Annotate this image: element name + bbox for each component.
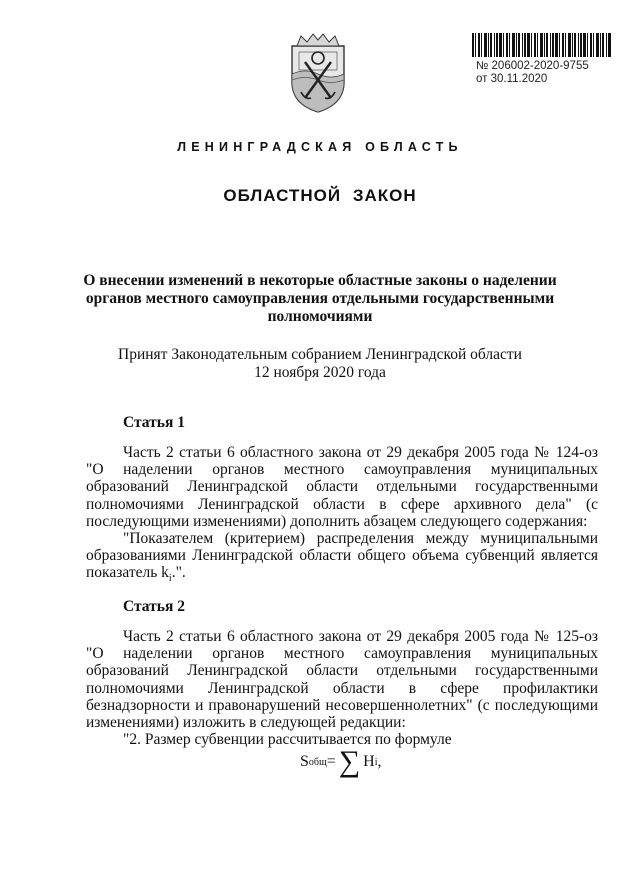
adoption-note	[80, 346, 560, 382]
formula-equals: =	[326, 753, 336, 770]
subvention-formula	[300, 745, 382, 778]
registration-info	[476, 60, 636, 86]
formula-lhs-subscript: общ	[308, 756, 327, 768]
article-1-paragraph-1: Часть 2 статьи 6 областного закона от 29 декабря 2005 года № 124-оз "О наделении органов местного самоуправления муниципальных образований Ленинградской области отдельными государственными полномочиями Ленинградской области в сфере архивного дела" (с последующими изменениями) дополнить абзацем следующего содержания:	[86, 444, 598, 530]
registration-number: № 206002-2020-9755	[476, 60, 589, 72]
formula-rhs-subscript: i	[374, 756, 378, 768]
adoption-body: Принят Законодательным собранием Ленинградской области	[118, 346, 522, 363]
article-2-body	[86, 628, 598, 748]
article-2-paragraph-1: Часть 2 статьи 6 областного закона от 29 декабря 2005 года № 125-оз "О наделении органов местного самоуправления муниципальных образований Ленинградской области отдельными государственными полномочиями Ленинградской области в сфере профилактики безнадзорности и правонарушений несовершеннолетних" (с последующими изменениями) изложить в следующей редакции:	[86, 628, 598, 732]
sigma-symbol: ∑	[338, 745, 361, 778]
index-subscript: i	[168, 573, 172, 585]
formula-tail: ,	[377, 753, 382, 770]
article-1-body	[86, 444, 598, 588]
adoption-date: 12 ноября 2020 года	[254, 364, 386, 381]
article-1-paragraph-2	[86, 530, 598, 588]
article-1-quote: "Показателем (критерием) распределения между муниципальными образованиями Ленинградской области общего объема субвенций является показатель k	[86, 530, 598, 582]
article-1-heading: Статья 1	[123, 414, 185, 431]
registration-date: от 30.11.2020	[476, 73, 548, 85]
region-name: ЛЕНИНГРАДСКАЯ ОБЛАСТЬ	[177, 140, 463, 154]
barcode	[472, 33, 612, 57]
formula-lhs: S	[300, 753, 309, 770]
article-2-paragraph-2: "2. Размер субвенции рассчитывается по формуле	[123, 731, 452, 749]
formula-rhs: H	[363, 753, 375, 770]
document-type: ОБЛАСТНОЙ ЗАКОН	[223, 186, 417, 205]
article-2-heading: Статья 2	[123, 598, 185, 615]
coat-of-arms-emblem	[287, 32, 349, 114]
law-title: О внесении изменений в некоторые областные законы о наделении органов местного самоуправления отдельными государственными полномочиями	[83, 272, 557, 325]
article-1-quote-end: .".	[171, 564, 186, 582]
